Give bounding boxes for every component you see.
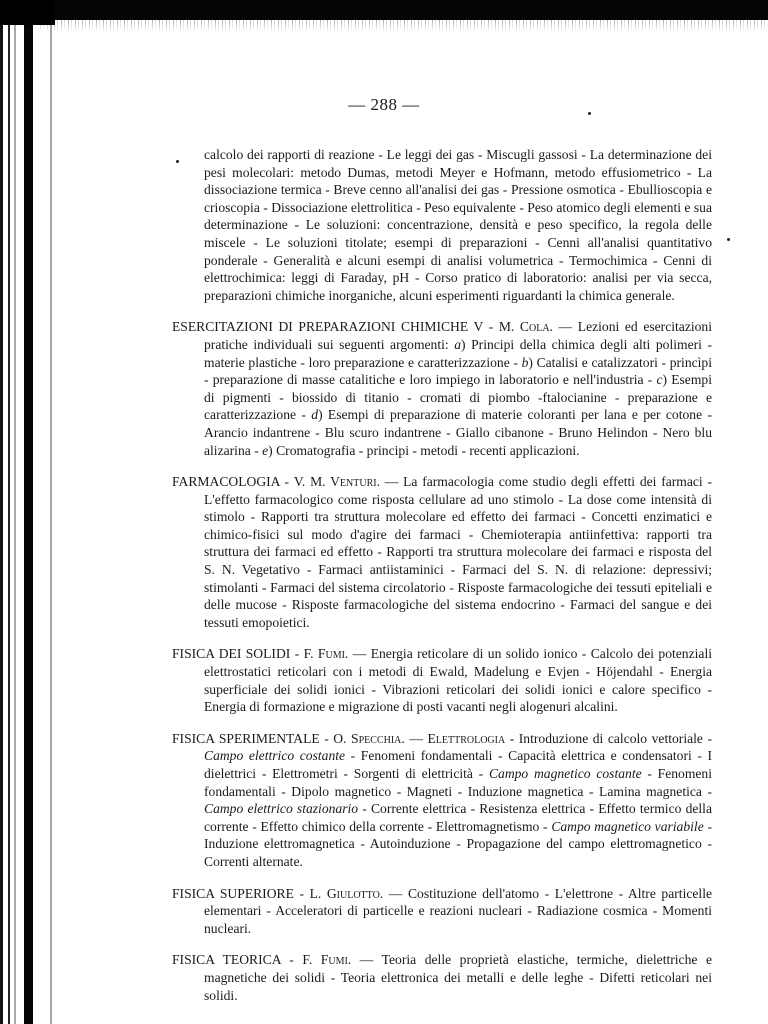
course-description: - Fenomeni fondamentali - Dipolo magnetico - Magneti - Induzione magnetica - Lamina magnetica - [204, 766, 713, 799]
course-entry: FISICA SUPERIORE - L. Giulotto. — Costituzione dell'atomo - L'elettrone - Altre particelle elementari - Acceleratori di particelle e reazioni nucleari - Radiazione cosmica - Momenti nucleari. [172, 885, 713, 936]
italic-topic: d [311, 407, 319, 423]
course-description: Energia reticolare di un solido ionico - Calcolo dei potenziali elettrostatici reticolari con i metodi di Ewald, Madelung e Evjen - Höjendahl - Energia superficiale dei solidi ionici - Vibrazioni reticolari dei solidi ionici e calore specifico - Energia di formazione e migrazione di posti vacanti negli alogenuri alcalini. [204, 646, 713, 715]
course-description: - Induzione elettromagnetica - Autoinduzione - Propagazione del campo elettromagnetico - Correnti alternate. [204, 818, 713, 869]
course-entries [172, 318, 712, 1004]
page-body [172, 146, 712, 1004]
course-entry: FARMACOLOGIA - V. M. Venturi. — La farmacologia come studio degli effetti dei farmaci - L'effetto farmacologico come risposta cellulare ad uno stimolo - La dose come intensità di stimolo - Rapporti tra struttura molecolare ed effetto dei farmaci - Concetti enzimatici e chimico-fisici sul modo d'agire dei farmaci - Chemioterapia antiinfettiva: rapporti tra struttura dei farmaci ed effetto - Rapporti tra struttura molecolare dei farmaci e risposta del S. N. Vegetativo - Farmaci antiistaminici - Farmaci del S. N. di relazione: depressivi; stimolanti - Farmaci del sistema circolatorio - Risposte farmacologiche dei tessuti epiteliali e delle mucose - Risposte farmacologiche del sistema endocrino - Farmaci del sangue e dei tessuti emopoietici. [172, 474, 713, 630]
course-description: - Fenomeni fondamentali - Capacità elettrica e condensatori - I dielettrici - Elettrometri - Sorgenti di elettricità - [204, 748, 712, 781]
scan-speck [176, 160, 179, 163]
course-author: O. Specchia. [333, 730, 405, 746]
course-author: M. Cola. [498, 319, 553, 335]
italic-topic: Campo magnetico variabile [551, 818, 704, 834]
smallcaps-topic: Elettrologia [427, 730, 506, 746]
course-description: ) Esempi di preparazione di materie coloranti per lana e per cotone - Arancio indantrene - Blu scuro indantrene - Giallo cibanone - Bruno Helindon - Nero blu alizarina - [204, 407, 712, 458]
scan-border-top [0, 0, 768, 20]
course-title: FISICA TEORICA [172, 952, 281, 968]
italic-topic: Campo magnetico costante [488, 766, 642, 781]
course-description: ) Principi della chimica degli alti polimeri - materie plastiche - loro preparazione e caratterizzazione - [204, 336, 713, 370]
page-edge-line [50, 20, 52, 1024]
italic-topic: a [454, 336, 462, 352]
course-entry: FISICA DEI SOLIDI - F. Fumi. — Energia reticolare di un solido ionico - Calcolo dei potenziali elettrostatici reticolari con i metodi di Ewald, Madelung e Evjen - Höjendahl - Energia superficiale dei solidi ionici - Vibrazioni reticolari dei solidi ionici e calore specifico - Energia di formazione e migrazione di posti vacanti negli alogenuri alcalini. [172, 646, 713, 715]
scan-noise-top [40, 18, 768, 32]
course-title: ESERCITAZIONI DI PREPARAZIONI CHIMICHE V [172, 319, 484, 335]
italic-topic: Campo elettrico costante [204, 748, 346, 764]
course-description: ) Esempi di pigmenti - biossido di titanio - cromati di piombo -ftalocianine - preparazione e caratterizzazione - [204, 372, 712, 423]
course-description: - Introduzione di calcolo vettoriale - [505, 730, 713, 746]
course-description: Lezioni ed esercitazioni pratiche individuali sui seguenti argomenti: [204, 319, 713, 352]
continuation-paragraph: calcolo dei rapporti di reazione - Le leggi dei gas - Miscugli gassosi - La determinazione dei pesi molecolari: metodo Dumas, metodi Meyer e Hofmann, metodo effusiometrico - La dissociazione termica - Breve cenno all'analisi dei gas - Pressione osmotica - Ebullioscopia e crioscopia - Dissociazione elettrolitica - Peso equivalente - Peso atomico degli elementi e sua determinazione - Le soluzioni: concentrazione, densità e peso specifico, la regola delle miscele - Le soluzioni titolate; esempi di preparazioni - Cenni all'analisi quantitativo ponderale - Generalità e alcuni esempi di analisi volumetrica - Termochimica - Cenni di elettrochimica: leggi di Faraday, pH - Corso pratico di laboratorio: analisi per via secca, preparazioni chimiche inorganiche, alcuni esperimenti riguardanti la chimica generale. [204, 147, 712, 303]
course-title: FISICA SUPERIORE [172, 885, 294, 901]
scan-border-left [0, 0, 40, 1024]
scan-speck [588, 112, 591, 115]
course-title: FISICA SPERIMENTALE [172, 730, 320, 746]
italic-topic: Campo elettrico stazionario [204, 801, 359, 817]
course-description: ) Cromatografia - principi - metodi - recenti applicazioni. [268, 442, 580, 458]
course-title: FARMACOLOGIA [172, 474, 280, 490]
course-entry: FISICA TEORICA - F. Fumi. — Teoria delle proprietà elastiche, termiche, dielettriche e magnetiche dei solidi - Teoria elettronica dei metalli e delle leghe - Difetti reticolari nei solidi. [172, 952, 712, 1003]
course-description: ) Catalisi e catalizzatori - princìpi - preparazione di masse catalitiche e loro impiego in laboratorio e nell'industria - [204, 354, 713, 388]
course-description: Teoria delle proprietà elastiche, termiche, dielettriche e magnetiche dei solidi - Teoria elettronica dei metalli e delle leghe - Difetti reticolari nei solidi. [204, 952, 712, 1003]
scan-corner [0, 0, 55, 25]
page-number: — 288 — [348, 95, 420, 114]
course-author: V. M. Venturi. [293, 474, 380, 490]
italic-topic: b [521, 354, 529, 370]
italic-topic: c [656, 372, 663, 388]
course-author: F. Fumi. [303, 646, 349, 662]
course-description: Costituzione dell'atomo - L'elettrone - Altre particelle elementari - Acceleratori di particelle e reazioni nucleari - Radiazione cosmica - Momenti nucleari. [204, 885, 713, 936]
scan-speck [727, 238, 730, 241]
italic-topic: e [262, 442, 269, 458]
course-author: L. Giulotto. [309, 885, 384, 901]
course-entry: FISICA SPERIMENTALE - O. Specchia. — Elettrologia - Introduzione di calcolo vettoriale - Campo elettrico costante - Fenomeni fondamentali - Capacità elettrica e condensatori - I dielettrici - Elettrometri - Sorgenti di elettricità - Campo magnetico costante - Fenomeni fondamentali - Dipolo magnetico - Magneti - Induzione magnetica - Lamina magnetica - Campo elettrico stazionario - Corrente elettrica - Resistenza elettrica - Effetto termico della corrente - Effetto chimico della corrente - Elettromagnetismo - Campo magnetico variabile - Induzione elettromagnetica - Autoinduzione - Propagazione del campo elettromagnetico - Correnti alternate. [172, 730, 713, 869]
course-description: - Corrente elettrica - Resistenza elettrica - Effetto termico della corrente - Effetto chimico della corrente - Elettromagnetismo - [204, 801, 712, 834]
course-title: FISICA DEI SOLIDI [172, 646, 291, 662]
course-description: La farmacologia come studio degli effetti dei farmaci - L'effetto farmacologico come risposta cellulare ad uno stimolo - La dose come intensità di stimolo - Rapporti tra struttura molecolare ed effetto dei farmaci - Concetti enzimatici e chimico-fisici sul modo d'agire dei farmaci - Chemioterapia antiinfettiva: rapporti tra struttura dei farmaci ed effetto - Rapporti tra struttura molecolare dei farmaci e risposta del S. N. Vegetativo - Farmaci antiistaminici - Farmaci del S. N. di relazione: depressivi; stimolanti - Farmaci del sistema circolatorio - Risposte farmacologiche dei tessuti epiteliali e delle mucose - Risposte farmacologiche del sistema endocrino - Farmaci del sangue e dei tessuti emopoietici. [204, 474, 713, 630]
course-entry: ESERCITAZIONI DI PREPARAZIONI CHIMICHE V - M. Cola. — Lezioni ed esercitazioni pratiche individuali sui seguenti argomenti: a) Principi della chimica degli alti polimeri - materie plastiche - loro preparazione e caratterizzazione - b) Catalisi e catalizzatori - princìpi - preparazione di masse catalitiche e loro impiego in laboratorio e nell'industria - c) Esempi di pigmenti - biossido di titanio - cromati di piombo -ftalocianine - preparazione e caratterizzazione - d) Esempi di preparazione di materie coloranti per lana e per cotone - Arancio indantrene - Blu scuro indantrene - Giallo cibanone - Bruno Helindon - Nero blu alizarina - e) Cromatografia - principi - metodi - recenti applicazioni. [172, 319, 713, 458]
course-author: F. Fumi. [302, 952, 352, 968]
